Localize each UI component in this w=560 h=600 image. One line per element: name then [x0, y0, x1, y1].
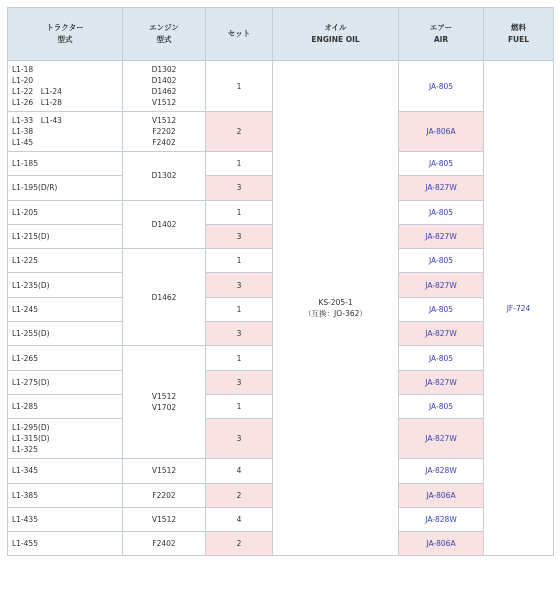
tractor-model: L1-45	[12, 138, 34, 147]
set-cell: 1	[206, 346, 273, 370]
air-filter-part: JA-828W	[399, 507, 484, 531]
air-filter-part: JA-806A	[399, 532, 484, 556]
air-filter-part: JA-805	[399, 394, 484, 418]
tractor-model: L1-205	[12, 207, 38, 217]
tractor-model-cell	[8, 419, 123, 459]
tractor-model: L1-38	[12, 127, 34, 136]
air-filter-part: JA-805	[399, 200, 484, 224]
engine-model: V1512	[151, 466, 177, 476]
tractor-model-cell	[8, 224, 123, 248]
tractor-model: L1-235(D)	[12, 280, 50, 290]
tractor-model-cell	[8, 370, 123, 394]
tractor-model: L1-265	[12, 353, 38, 363]
tractor-model: L1-195(D/R)	[12, 183, 58, 193]
header-air: エアー AIR	[399, 8, 484, 61]
table-header	[8, 8, 554, 61]
set-cell: 4	[206, 459, 273, 483]
fuel-filter-part: JF-724	[484, 61, 554, 556]
engine-model: V1512	[151, 98, 177, 107]
tractor-model: L1-225	[12, 256, 38, 266]
set-cell: 3	[206, 176, 273, 200]
air-filter-part: JA-805	[399, 61, 484, 112]
tractor-model: L1-20	[12, 76, 34, 85]
air-filter-part: JA-827W	[399, 322, 484, 346]
tractor-model-cell	[8, 507, 123, 531]
tractor-model: L1-325	[12, 445, 38, 455]
engine-model-cell	[123, 507, 206, 531]
tractor-model-cell	[8, 483, 123, 507]
engine-model: V1512	[151, 392, 177, 402]
air-filter-part: JA-805	[399, 249, 484, 273]
filter-table-container	[7, 7, 553, 556]
tractor-model-cell	[8, 322, 123, 346]
engine-model: D1402	[151, 219, 177, 229]
header-engine-oil: オイル ENGINE OIL	[273, 8, 399, 61]
header-engine-model: エンジン 型式	[123, 8, 206, 61]
air-filter-part: JA-827W	[399, 176, 484, 200]
tractor-model: L1-315(D)	[12, 434, 50, 444]
tractor-model: L1-455	[12, 539, 38, 549]
engine-model: F2402	[152, 539, 176, 549]
set-cell: 3	[206, 273, 273, 297]
air-filter-part: JA-805	[399, 346, 484, 370]
tractor-model-cell	[8, 249, 123, 273]
set-cell: 3	[206, 322, 273, 346]
set-cell: 1	[206, 297, 273, 321]
tractor-model: L1-435	[12, 515, 38, 524]
tractor-model-cell	[8, 176, 123, 200]
engine-model-cell	[123, 152, 206, 201]
engine-model: V1512	[151, 515, 177, 524]
tractor-model-cell	[8, 61, 123, 112]
tractor-model-cell	[8, 532, 123, 556]
set-cell: 2	[206, 483, 273, 507]
header-set: セット	[206, 8, 273, 61]
engine-model-cell	[123, 112, 206, 152]
engine-model: F2202	[152, 127, 176, 136]
engine-model: F2202	[152, 490, 176, 500]
engine-model-cell	[123, 249, 206, 346]
table-body	[8, 61, 554, 556]
set-cell: 2	[206, 112, 273, 152]
engine-model: D1302	[151, 171, 177, 181]
tractor-model: L1-215(D)	[12, 232, 50, 242]
air-filter-part: JA-828W	[399, 459, 484, 483]
header-tractor-model: トラクター 型式	[8, 8, 123, 61]
air-filter-part: JA-805	[399, 297, 484, 321]
engine-model-cell	[123, 483, 206, 507]
tractor-model-cell	[8, 273, 123, 297]
tractor-model: L1-22 L1-24	[12, 87, 62, 96]
set-cell: 1	[206, 249, 273, 273]
set-cell: 3	[206, 419, 273, 459]
engine-model: V1512	[151, 116, 177, 125]
tractor-model: L1-275(D)	[12, 377, 50, 387]
tractor-model-cell	[8, 459, 123, 483]
set-cell: 1	[206, 200, 273, 224]
tractor-model-cell	[8, 112, 123, 152]
filter-compatibility-table	[7, 7, 554, 556]
engine-model-cell	[123, 532, 206, 556]
air-filter-part: JA-827W	[399, 224, 484, 248]
table-row	[8, 61, 554, 112]
tractor-model: L1-33 L1-43	[12, 116, 62, 125]
engine-model-cell	[123, 346, 206, 459]
set-cell: 2	[206, 532, 273, 556]
tractor-model: L1-18	[12, 65, 34, 74]
tractor-model: L1-245	[12, 304, 38, 314]
set-cell: 1	[206, 394, 273, 418]
tractor-model: L1-26 L1-28	[12, 98, 62, 107]
engine-model-cell	[123, 459, 206, 483]
set-cell: 4	[206, 507, 273, 531]
tractor-model: L1-185	[12, 159, 38, 169]
air-filter-part: JA-806A	[399, 112, 484, 152]
tractor-model: L1-285	[12, 402, 38, 412]
tractor-model-cell	[8, 297, 123, 321]
engine-model: D1462	[151, 87, 177, 96]
set-cell: 3	[206, 224, 273, 248]
air-filter-part: JA-827W	[399, 370, 484, 394]
air-filter-part: JA-806A	[399, 483, 484, 507]
engine-oil-cell	[273, 61, 399, 556]
air-filter-part: JA-827W	[399, 419, 484, 459]
engine-model: D1302	[151, 65, 177, 74]
tractor-model-cell	[8, 346, 123, 370]
tractor-model: L1-345	[12, 466, 38, 476]
engine-model: V1702	[151, 403, 177, 413]
set-cell: 1	[206, 61, 273, 112]
oil-filter-part: KS-205-1	[318, 298, 353, 308]
set-cell: 3	[206, 370, 273, 394]
air-filter-part: JA-805	[399, 152, 484, 176]
header-row	[8, 8, 554, 61]
tractor-model-cell	[8, 394, 123, 418]
engine-model: D1462	[151, 292, 177, 302]
engine-model-cell	[123, 61, 206, 112]
tractor-model-cell	[8, 152, 123, 176]
tractor-model: L1-295(D)	[12, 423, 50, 433]
header-fuel: 燃料 FUEL	[484, 8, 554, 61]
engine-model: D1402	[151, 76, 177, 85]
engine-model-cell	[123, 200, 206, 249]
tractor-model: L1-255(D)	[12, 329, 50, 339]
tractor-model-cell	[8, 200, 123, 224]
set-cell: 1	[206, 152, 273, 176]
tractor-model: L1-385	[12, 490, 38, 500]
air-filter-part: JA-827W	[399, 273, 484, 297]
engine-model: F2402	[152, 138, 176, 147]
oil-filter-part: （互換：JO-362）	[304, 309, 367, 319]
